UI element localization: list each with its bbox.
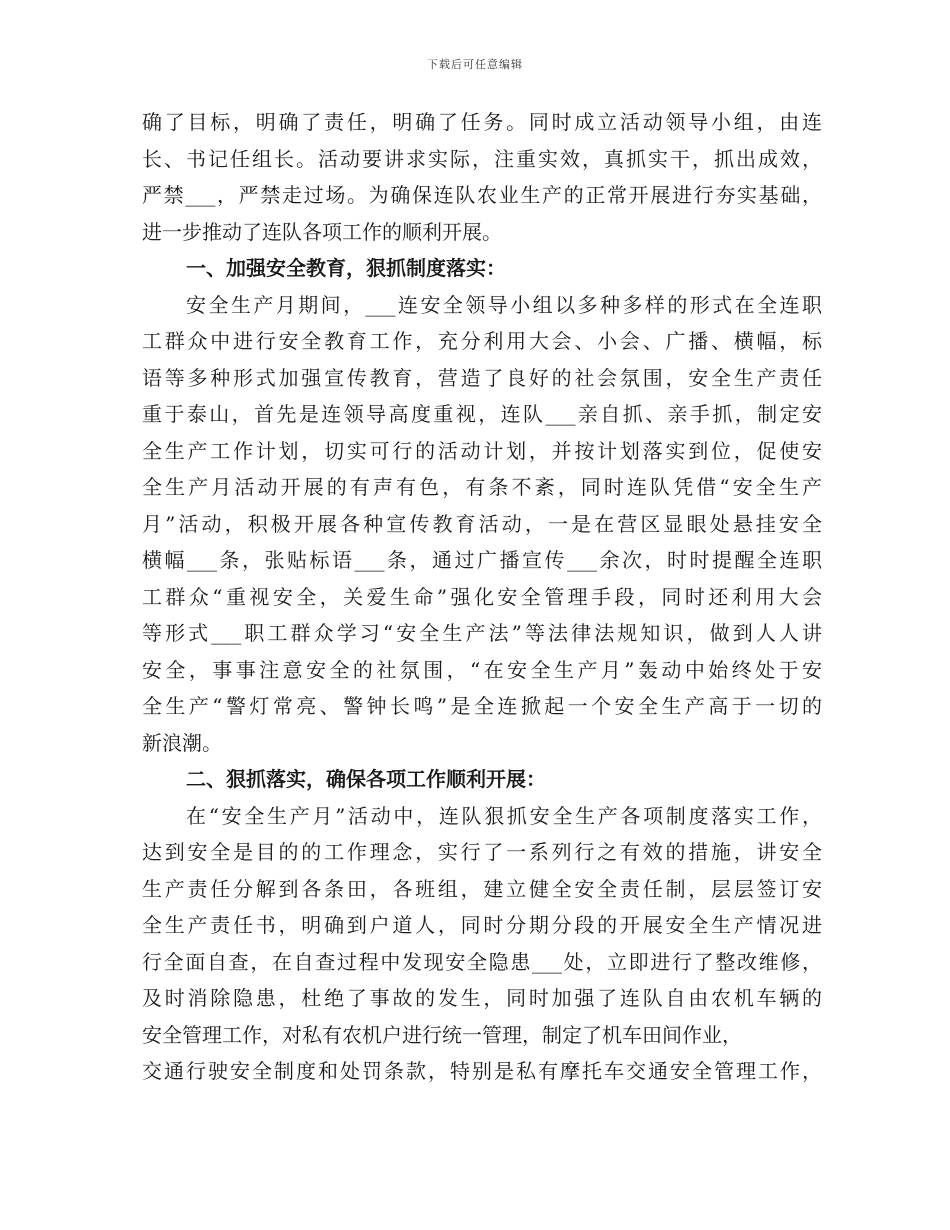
page-header: 下载后可任意编辑 xyxy=(427,58,523,71)
body-line: 达到安全是目的的工作理念，实行了一系列行之有效的措施，讲安全 xyxy=(142,840,822,864)
body-line: 进一步推动了连队各项工作的顺利开展。 xyxy=(142,219,502,244)
body-line: 行全面自查，在自查过程中发现安全隐患___处，立即进行了整改维修， xyxy=(142,949,822,974)
body-line: 新浪潮。 xyxy=(142,730,222,755)
body-line: 确了目标，明确了责任，明确了任务。同时成立活动领导小组，由连 xyxy=(142,110,822,134)
body-line: 横幅___条，张贴标语___条，通过广播宣传___余次，时时提醒全连职 xyxy=(142,548,822,572)
body-line: 安全管理工作，对私有农机户进行统一管理，制定了机车田间作业， xyxy=(142,1022,742,1047)
body-line: 重于泰山，首先是连领导高度重视，连队___亲自抓、亲手抓，制定安 xyxy=(142,402,822,426)
body-line: 全生产责任书，明确到户道人，同时分期分段的开展安全生产情况进 xyxy=(142,913,822,937)
paragraph-start: 安全生产月期间，___连安全领导小组以多种多样的形式在全连职 xyxy=(186,292,822,317)
body-line: 等形式___职工群众学习“安全生产法”等法律法规知识，做到人人讲 xyxy=(142,621,822,645)
body-line: 交通行驶安全制度和处罚条款，特别是私有摩托车交通安全管理工作， xyxy=(142,1059,822,1083)
section-heading-1: 一、加强安全教育，狠抓制度落实： xyxy=(186,256,506,280)
document-body xyxy=(142,104,822,1090)
body-line: 语等多种形式加强宣传教育，营造了良好的社会氛围，安全生产责任 xyxy=(142,365,822,390)
body-line: 月”活动，积极开展各种宣传教育活动，一是在营区显眼处悬挂安全 xyxy=(142,511,822,536)
body-line: 及时消除隐患，杜绝了事故的发生，同时加强了连队自由农机车辆的 xyxy=(142,986,822,1010)
body-line: 严禁___，严禁走过场。为确保连队农业生产的正常开展进行夯实基础， xyxy=(142,183,822,207)
paragraph-start: 在“安全生产月”活动中，连队狠抓安全生产各项制度落实工作， xyxy=(186,803,822,828)
body-line: 工群众“重视安全，关爱生命”强化安全管理手段，同时还利用大会 xyxy=(142,584,822,609)
body-line: 长、书记任组长。活动要讲求实际，注重实效，真抓实干，抓出成效， xyxy=(142,146,822,171)
body-line: 全生产月活动开展的有声有色，有条不紊，同时连队凭借“安全生产 xyxy=(142,475,822,499)
body-line: 工群众中进行安全教育工作，充分利用大会、小会、广播、横幅，标 xyxy=(142,329,822,353)
body-line: 安全，事事注意安全的社氛围，“在安全生产月”轰动中始终处于安 xyxy=(142,657,822,682)
body-line: 全生产“警灯常亮、警钟长鸣”是全连掀起一个安全生产高于一切的 xyxy=(142,694,822,718)
body-line: 生产责任分解到各条田，各班组，建立健全安全责任制，层层签订安 xyxy=(142,876,822,901)
body-line: 全生产工作计划，切实可行的活动计划，并按计划落实到位，促使安 xyxy=(142,438,822,463)
section-heading-2: 二、狠抓落实，确保各项工作顺利开展： xyxy=(186,767,546,791)
